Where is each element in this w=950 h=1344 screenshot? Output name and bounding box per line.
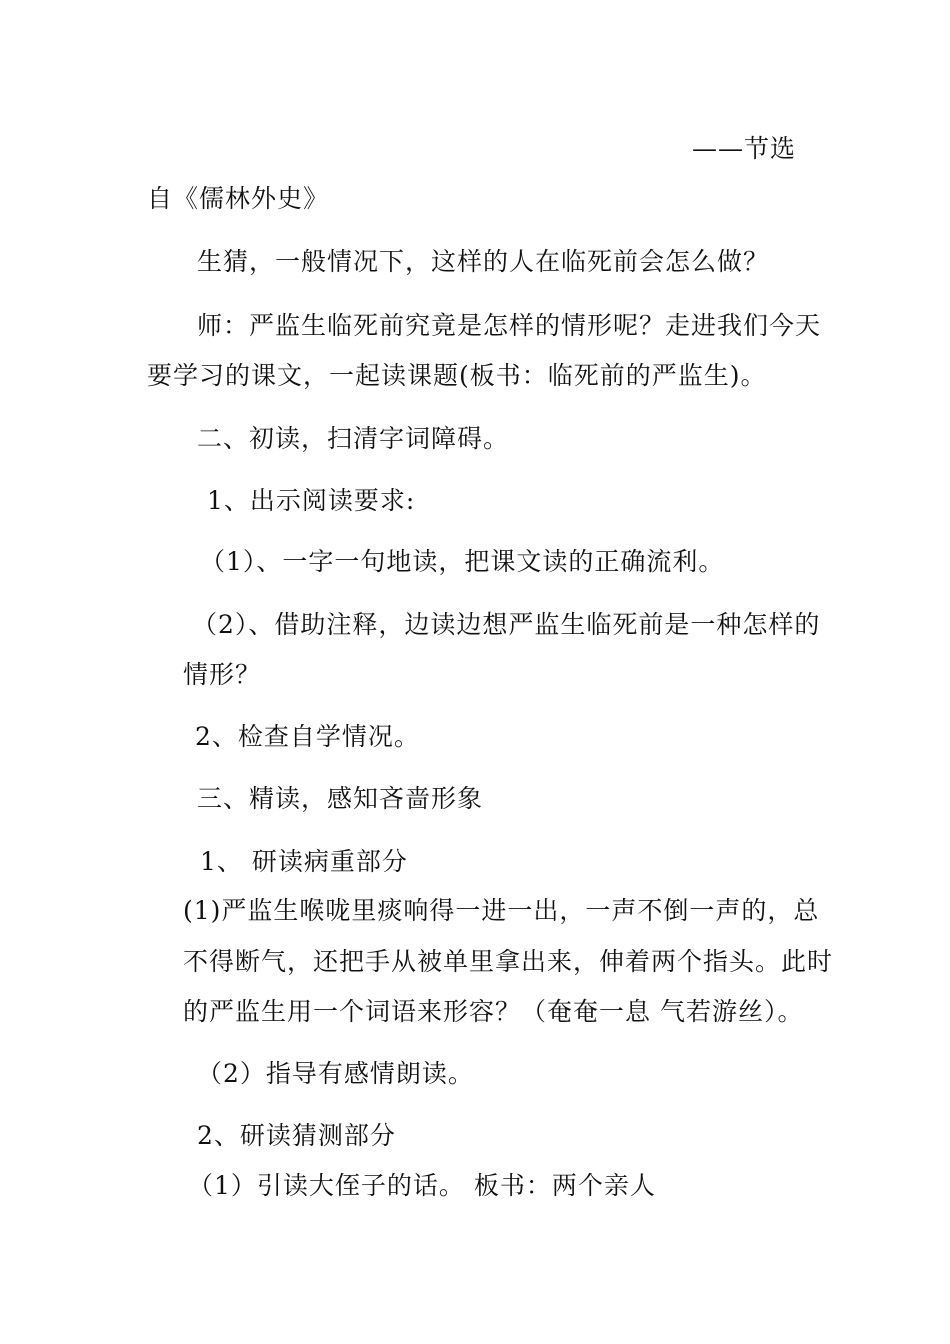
- list-item: 2、研读猜测部分: [197, 1121, 396, 1150]
- list-item: （2）、借助注释，边读边想严监生临死前是一种怎样的: [192, 610, 821, 639]
- paragraph: 要学习的课文，一起读课题(板书：临死前的严监生)。: [147, 361, 767, 390]
- list-item: 1、 研读病重部分: [200, 847, 408, 876]
- paragraph: 生猜，一般情况下，这样的人在临死前会怎么做？: [197, 247, 770, 276]
- paragraph: 不得断气，还把手从被单里拿出来，伸着两个指头。此时: [183, 947, 834, 976]
- list-item: （1）引读大侄子的话。 板书：两个亲人: [188, 1171, 656, 1200]
- paragraph: 的严监生用一个词语来形容？（奄奄一息 气若游丝）。: [183, 997, 804, 1026]
- list-item: （1）、一字一句地读，把课文读的正确流利。: [200, 547, 725, 576]
- list-item: 2、检查自学情况。: [195, 722, 420, 751]
- source-note-dash: ——节选: [692, 134, 797, 163]
- source-note-book: 自《儒林外史》: [147, 184, 330, 213]
- list-item: 1、出示阅读要求:: [207, 486, 416, 515]
- list-item: 情形？: [183, 660, 262, 689]
- paragraph: (1)严监生喉咙里痰响得一进一出，一声不倒一声的，总: [183, 896, 820, 925]
- paragraph: 师：严监生临死前究竟是怎样的情形呢？走进我们今天: [197, 311, 822, 340]
- section-heading: 三、精读，感知吝啬形象: [197, 784, 484, 813]
- list-item: （2）指导有感情朗读。: [197, 1059, 474, 1088]
- section-heading: 二、初读，扫清字词障碍。: [197, 424, 510, 453]
